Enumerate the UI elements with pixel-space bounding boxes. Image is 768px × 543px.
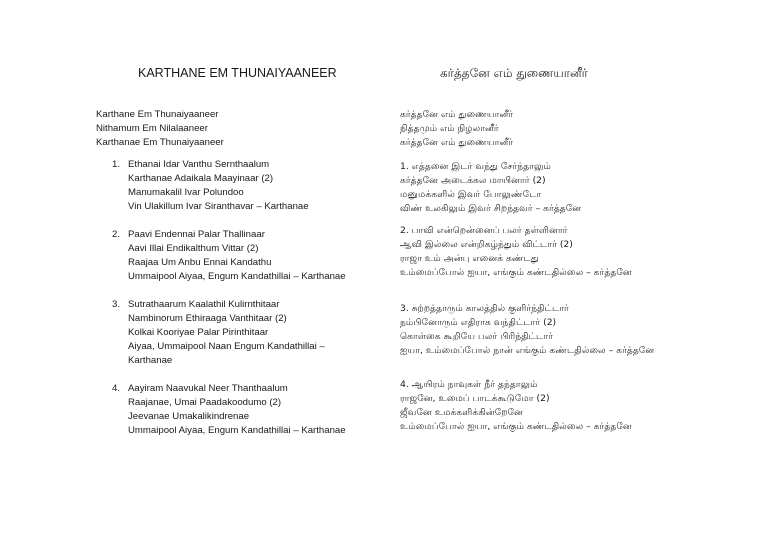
verse-line: 4. ஆயிரம் நாவுகள் நீர் தந்தாலும் bbox=[400, 379, 538, 390]
verse-line: கர்த்தனே அடைக்கல மாயினார் (2) bbox=[400, 175, 546, 186]
verse-line: Manumakalil Ivar Polundoo bbox=[128, 187, 244, 198]
verse-line: Aiyaa, Ummaipool Naan Engum Kandathillai – Karthanae bbox=[128, 341, 325, 366]
chorus-line: கர்த்தனே எம் துணையானீர் bbox=[400, 137, 514, 148]
verse-line: ராஜா உம் அன்பு எனைக் கண்டது bbox=[400, 253, 539, 264]
chorus-line: நித்தமும் எம் நிழலானீர் bbox=[400, 123, 499, 134]
tamil-title: கர்த்தனே எம் துணையானீர் bbox=[440, 66, 588, 80]
verse-line: நம்பினோரும் எதிராக வந்திட்டார் (2) bbox=[400, 317, 557, 328]
verse-number: 3. bbox=[112, 299, 121, 310]
verse-1-ta bbox=[400, 160, 720, 216]
verse-3-ta bbox=[400, 302, 720, 358]
verse-line: 3. சுற்றத்தாரும் காலத்தில் குளிர்ந்திட்டார் bbox=[400, 303, 569, 314]
verse-line: Jeevanae Umakalikindrenae bbox=[128, 411, 250, 422]
verse-line: உம்மைப்போல் ஐயா, எங்கும் கண்டதில்லை – கர்த்தனே bbox=[400, 267, 632, 278]
verse-number: 1. bbox=[112, 159, 121, 170]
verse-line: ராஜனே, உமைப் பாடக்கூடுமோ (2) bbox=[400, 393, 550, 404]
verse-line: கொள்கை கூறியே பலர் பிரிந்திட்டார் bbox=[400, 331, 553, 342]
verse-line: விண் உலகிலும் இவர் சிறந்தவர் – கர்த்தனே bbox=[400, 203, 582, 214]
tamil-chorus bbox=[400, 108, 513, 150]
verse-line: Kolkai Kooriyae Palar Pirinthitaar bbox=[128, 327, 269, 338]
verse-4-ta bbox=[400, 378, 720, 434]
verse-line: Karthanae Adaikala Maayinaar (2) bbox=[128, 173, 274, 184]
verse-line: மனுமக்களில் இவர் போலுண்டோ bbox=[400, 189, 542, 200]
verse-line: 2. பாவி என்றென்னைப் பலர் தள்ளினார் bbox=[400, 225, 568, 236]
chorus-line: Karthane Em Thunaiyaaneer bbox=[96, 109, 219, 120]
verse-line: Aayiram Naavukal Neer Thanthaalum bbox=[128, 383, 288, 394]
verse-line: Raajaa Um Anbu Ennai Kandathu bbox=[128, 257, 272, 268]
chorus-line: Nithamum Em Nilalaaneer bbox=[96, 123, 208, 134]
verse-line: Sutrathaarum Kaalathil Kulirnthitaar bbox=[128, 299, 280, 310]
chorus-line: கர்த்தனே எம் துணையானீர் bbox=[400, 109, 514, 120]
verse-line: 1. எத்தனை இடர் வந்து சேர்ந்தாலும் bbox=[400, 161, 551, 172]
verse-line: ஜீவனே உமக்களிக்கின்றேனே bbox=[400, 407, 523, 418]
verse-2-ta bbox=[400, 224, 720, 280]
verse-line: Ummaipool Aiyaa, Engum Kandathillai – Karthanae bbox=[128, 271, 346, 282]
english-title: KARTHANE EM THUNAIYAANEER bbox=[138, 66, 337, 80]
verse-line: ஆவி இல்லை என்றிகழ்ந்தும் விட்டார் (2) bbox=[400, 239, 573, 250]
verse-line: Paavi Endennai Palar Thallinaar bbox=[128, 229, 265, 240]
english-chorus bbox=[96, 108, 224, 150]
verse-line: உம்மைப்போல் ஐயா, எங்கும் கண்டதில்லை – கர்த்தனே bbox=[400, 421, 632, 432]
verse-line: Vin Ulakillum Ivar Siranthavar – Karthanae bbox=[128, 201, 309, 212]
chorus-line: Karthanae Em Thunaiyaaneer bbox=[96, 137, 224, 148]
verse-line: Ummaipool Aiyaa, Engum Kandathillai – Karthanae bbox=[128, 425, 346, 436]
verse-line: Aavi Illai Endikalthum Vittar (2) bbox=[128, 243, 259, 254]
verse-line: Ethanai Idar Vanthu Sernthaalum bbox=[128, 159, 270, 170]
verse-line: Raajanae, Umai Paadakoodumo (2) bbox=[128, 397, 282, 408]
verse-line: Nambinorum Ethiraaga Vanthitaar (2) bbox=[128, 313, 287, 324]
verse-number: 4. bbox=[112, 383, 121, 394]
verse-number: 2. bbox=[112, 229, 121, 240]
verse-line: ஐயா, உம்மைப்போல் நான் எங்கும் கண்டதில்லை – கர்த்தனே bbox=[400, 345, 655, 356]
